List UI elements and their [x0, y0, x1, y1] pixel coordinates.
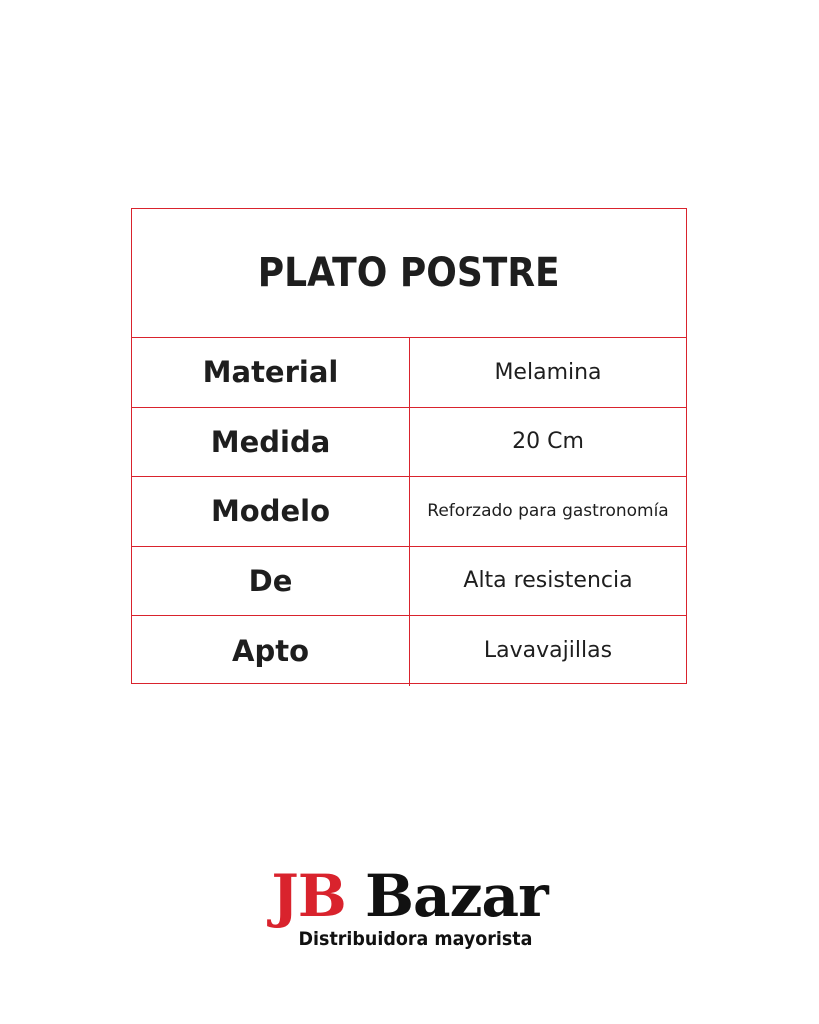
- logo-bazar-text: Bazar: [364, 862, 548, 930]
- spec-label: Modelo: [132, 477, 410, 546]
- brand-logo: [0, 862, 819, 950]
- spec-value: Melamina: [494, 359, 602, 385]
- spec-row-modelo: [132, 477, 686, 547]
- spec-title-row: [132, 209, 686, 338]
- logo-jb-text: JB: [271, 862, 346, 930]
- spec-value: Alta resistencia: [463, 568, 633, 594]
- logo-wordmark: [0, 862, 819, 930]
- logo-tagline: Distribuidora mayorista: [298, 928, 533, 950]
- spec-label: Medida: [132, 408, 410, 477]
- spec-value: Reforzado para gastronomía: [427, 501, 669, 522]
- spec-value: 20 Cm: [512, 429, 584, 455]
- spec-row-medida: [132, 408, 686, 478]
- product-title: PLATO POSTRE: [258, 250, 560, 296]
- spec-label: Material: [132, 338, 410, 407]
- spec-row-de: [132, 547, 686, 617]
- spec-row-apto: [132, 616, 686, 686]
- spec-label: De: [132, 547, 410, 616]
- spec-row-material: [132, 338, 686, 408]
- spec-label: Apto: [132, 616, 410, 686]
- spec-value: Lavavajillas: [483, 638, 613, 664]
- spec-table: [131, 208, 687, 684]
